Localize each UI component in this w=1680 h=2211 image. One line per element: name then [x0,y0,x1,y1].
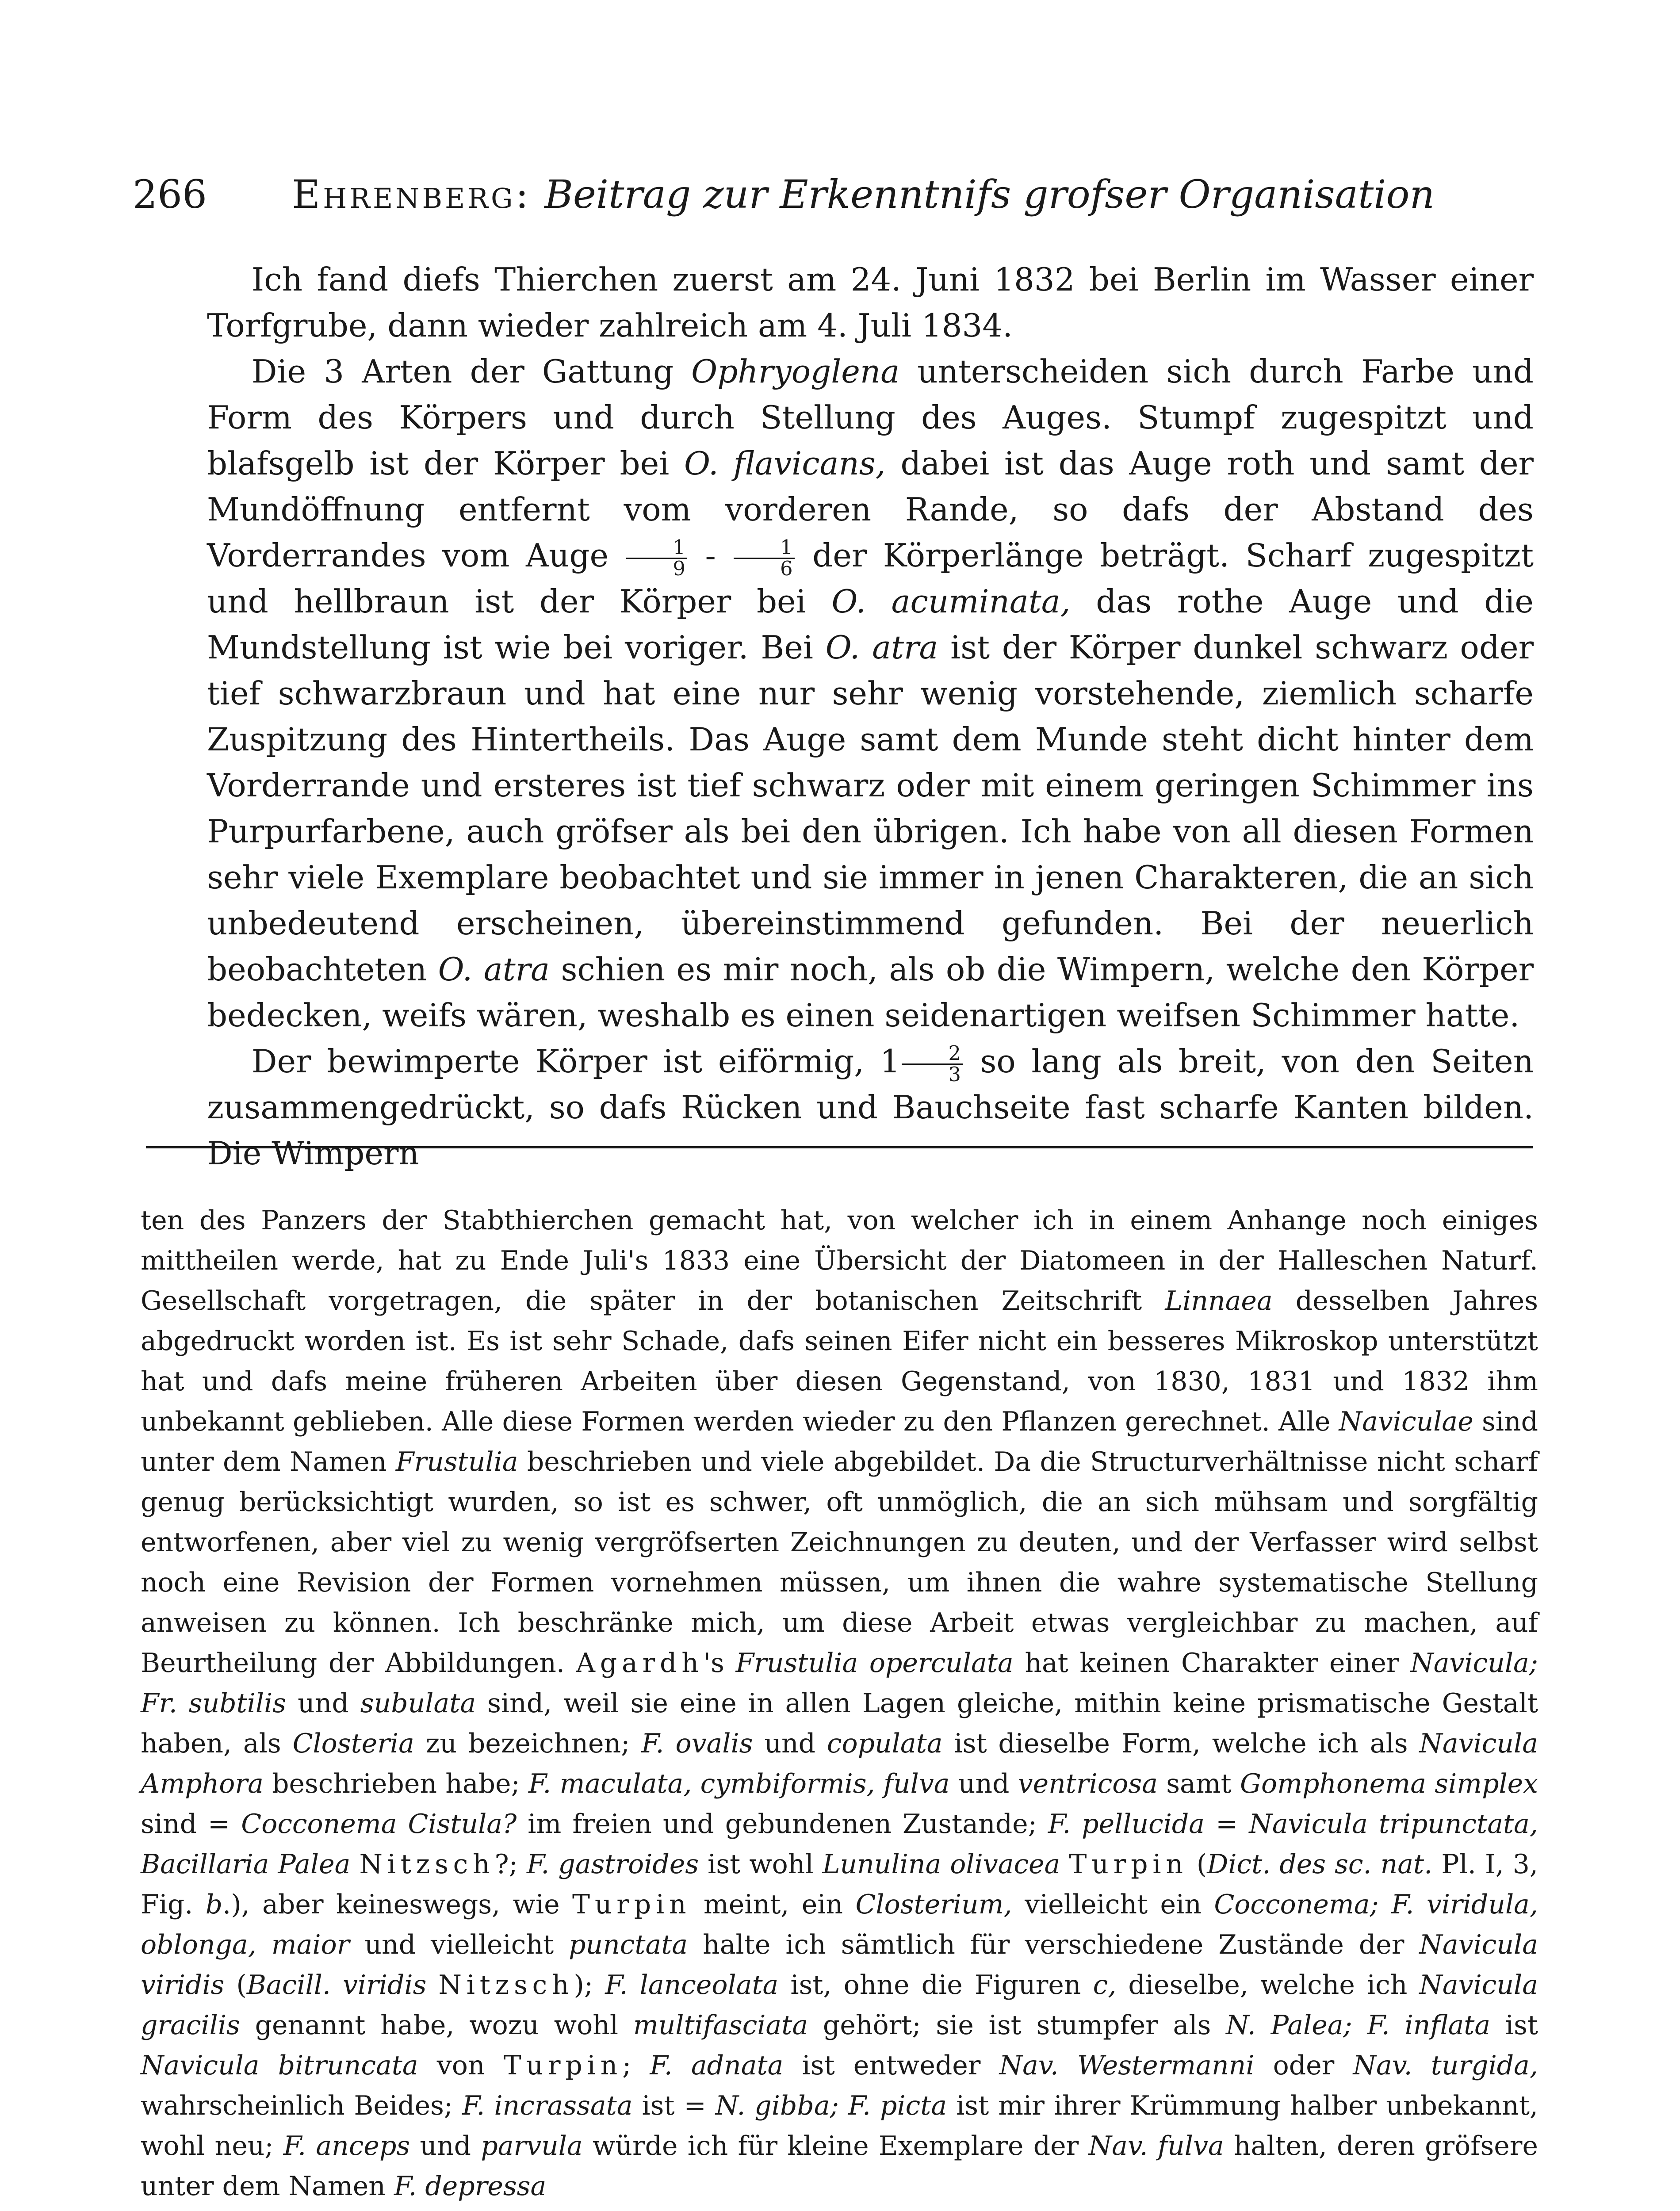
text-run: und [753,1728,827,1759]
text-run: unterscheiden sich durch Farbe und Form des Körpers und durch Stellung des Auges. Stumpf zugespitzt und blafsgelb ist der Körper bei [207,353,1534,482]
text-run: zu bezeichnen; [414,1728,642,1759]
taxon-name: multifasciata [633,2010,808,2041]
taxon-name: Naviculae [1339,1406,1473,1437]
species-name: O. atra [825,629,938,666]
footnote-paragraph [141,1201,1538,2207]
text-run: ; [622,2050,650,2081]
text-run: 's [703,1648,736,1679]
text-run [426,1970,438,2001]
fraction-numerator: 2 [902,1044,963,1065]
fraction-denominator: 9 [673,557,685,580]
text-run [350,1849,359,1880]
text-run: Pl. I, 3, Fig. [141,1849,1538,1920]
text-run: sind = [141,1809,241,1840]
text-run: ten des Panzers der Stabthierchen gemacht hat, von welcher ich in einem Anhange noch einiges mittheilen werde, hat zu Ende Juli's 1833 eine Übersicht der Diatomeen in der Halleschen Naturf. Gesellschaft vorgetragen, die später in der botanischen Zeitschrift [141,1205,1538,1316]
text-run: sind unter dem Namen [141,1406,1538,1477]
text-run: und [286,1688,360,1719]
taxon-name: Nav. Westermanni [999,2050,1255,2081]
text-run: ( [224,1970,247,2001]
text-run: hat keinen Charakter einer [1013,1648,1411,1679]
taxon-name: F. ovalis [641,1728,753,1759]
taxon-name: F. maculata, cymbiformis, fulva [528,1768,950,1799]
reference-title: Dict. des sc. nat. [1207,1849,1433,1880]
species-name: O. flavicans, [684,445,886,482]
taxon-name: Cocconema Cistula? [241,1809,517,1840]
fraction-denominator: 3 [948,1063,961,1086]
fraction-two-thirds [902,1044,963,1084]
text-run: ist, ohne die Figuren [778,1970,1093,2001]
text-run: von [418,2050,504,2081]
text-run: und [410,2131,481,2161]
taxon-name: N. Palea; F. inflata [1226,2010,1491,2041]
taxon-name: F. gastroides [526,1849,699,1880]
text-run: vielleicht ein [1012,1889,1214,1920]
text-run: ?; [494,1849,527,1880]
taxon-name: copulata [827,1728,943,1759]
text-run: ist = [632,2090,716,2121]
text-run: im freien und gebundenen Zustande; [517,1809,1048,1840]
text-run [1060,1849,1069,1880]
author-name: Turpin [572,1889,691,1920]
footnote [141,1201,1538,2207]
taxon-name: Lunulina olivacea [822,1849,1060,1880]
author-name: Nitzsch [359,1849,495,1880]
page-number: 266 [133,172,207,217]
running-head [133,164,1548,226]
text-run: oder [1254,2050,1353,2081]
taxon-name: Closteria [292,1728,414,1759]
taxon-name: ventricosa [1018,1768,1158,1799]
text-run: das rothe Auge und die Mundstellung ist wie bei voriger. Bei [207,583,1534,666]
text-run: ist dieselbe Form, welche ich als [942,1728,1420,1759]
running-head-title: Beitrag zur Erkenntnifs grofser Organisation [544,172,1435,217]
text-run: schien es mir noch, als ob die Wimpern, welche den Körper bedecken, weifs wären, weshalb es einen seidenartigen weifsen Schimmer hatte. [207,951,1534,1034]
genus-name: Ophryoglena [691,353,900,390]
text-run: .), aber keineswegs, wie [222,1889,573,1920]
taxon-name: Frustulia operculata [735,1648,1014,1679]
text-run: würde ich für kleine Exemplare der [582,2131,1089,2161]
text-run: beschrieben habe; [263,1768,528,1799]
taxon-name: F. lanceolata [605,1970,779,2001]
text-run: so lang als breit, von den Seiten zusammengedrückt, so dafs Rücken und Bauchseite fast scharfe Kanten bilden. Die Wimpern [207,1043,1534,1172]
text-run: dabei ist das Auge roth und samt der Mundöffnung entfernt vom vorderen Rande, so dafs der Abstand des Vorderrandes vom Auge [207,445,1534,574]
text-run: desselben Jahres abgedruckt worden ist. Es ist sehr Schade, dafs seinen Eifer nicht ein besseres Mikroskop unterstützt hat und dafs meine früheren Arbeiten über diesen Gegenstand, von 1830, 1831 und 1832 ihm unbekannt geblieben. Alle diese Formen werden wieder zu den Pflanzen gerechnet. Alle [141,1285,1538,1437]
taxon-name: Nav. turgida, [1353,2050,1538,2081]
text-run: sind, weil sie eine in allen Lagen gleiche, mithin keine prismatische Gestalt haben, als [141,1688,1538,1759]
text-run: samt [1158,1768,1240,1799]
taxon-name: F. adnata [650,2050,784,2081]
figure-letter: b [205,1889,223,1920]
fraction-numerator: 1 [734,538,795,559]
text-run: - [689,537,732,574]
footnote-divider [146,1146,1533,1148]
text-run: und [949,1768,1018,1799]
author-name: Turpin [503,2050,623,2081]
text-run: ist der Körper dunkel schwarz oder tief schwarzbraun und hat eine nur sehr wenig vorstehende, ziemlich scharfe Zuspitzung des Hintertheils. Das Auge samt dem Munde steht dicht hinter dem Vorderrande und ersteres ist tief schwarz oder mit einem geringen Schimmer ins Purpurfarbene, auch gröfser als bei den übrigen. Ich habe von all diesen Formen sehr viele Exemplare beobachtet und sie immer in jenen Charakteren, die an sich unbedeutend erscheinen, übereinstimmend gefunden. Bei der neuerlich beobachteten [207,629,1534,988]
taxon-name: F. pellucida = Navicula tripunctata, Bacillaria Palea [141,1809,1538,1880]
fraction-numerator: 1 [626,538,687,559]
text-run: beschrieben und viele abgebildet. Da die Structurverhältnisse nicht scharf genug berücksichtigt wurden, so ist es schwer, oft unmöglich, die an sich mühsam und sorgfältig entworfenen, aber viel zu wenig vergröfserten Zeichnungen zu deuten, und der Verfasser wird selbst noch eine Revision der Formen vornehmen müssen, um ihnen die wahre systematische Stellung anweisen zu können. Ich beschränke mich, um diese Arbeit etwas vergleichbar zu machen, auf Beurtheilung der Abbildungen. [141,1446,1538,1679]
taxon-name: Navicula bitruncata [141,2050,418,2081]
text-run: ist mir ihrer Krümmung halber unbekannt, wohl neu; [141,2090,1538,2161]
taxon-name: Navicula; Fr. subtilis [141,1648,1538,1719]
text-run: wahrscheinlich Beides; [141,2090,463,2121]
fraction-one-sixth [734,538,795,578]
taxon-name: Bacill. viridis [246,1970,427,2001]
text-run: ist entweder [783,2050,999,2081]
text-run: Die 3 Arten der Gattung [251,353,692,390]
taxon-name: subulata [360,1688,476,1719]
author-name: Agardh [576,1648,704,1679]
taxon-name: Frustulia [395,1446,518,1477]
species-name: O. acuminata, [831,583,1071,620]
taxon-name: Navicula Amphora [141,1728,1538,1799]
text-run: und vielleicht [349,1929,569,1960]
paragraph-2 [207,348,1534,1038]
main-text [207,256,1534,1176]
fraction-denominator: 6 [780,557,793,580]
text-run: ); [574,1970,605,2001]
species-name: O. atra [438,951,550,988]
text-run: ist wohl [699,1849,823,1880]
fraction-one-ninth [626,538,687,578]
taxon-name: Navicula viridis [141,1929,1538,2001]
text-run: Der bewimperte Körper ist eiförmig, 1 [251,1043,900,1080]
taxon-name: Closterium, [855,1889,1012,1920]
figure-letter: c, [1093,1970,1117,2001]
journal-name: Linnaea [1165,1285,1273,1316]
taxon-name: parvula [481,2131,583,2161]
text-run: gehört; sie ist stumpfer als [808,2010,1226,2041]
taxon-name: F. anceps [283,2131,410,2161]
text-run: meint, ein [691,1889,856,1920]
text-run: ist [1490,2010,1538,2041]
taxon-name: N. gibba; F. picta [715,2090,947,2121]
taxon-name: punctata [569,1929,688,1960]
author-name: Nitzsch [438,1970,574,2001]
paragraph-1: Ich fand diefs Thierchen zuerst am 24. Juni 1832 bei Berlin im Wasser einer Torfgrube, dann wieder zahlreich am 4. Juli 1834. [207,261,1534,344]
taxon-name: Cocconema; F. viridula, oblonga, maior [141,1889,1538,1960]
text-run: genannt habe, wozu wohl [240,2010,633,2041]
taxon-name: Nav. fulva [1088,2131,1224,2161]
text-run: ( [1187,1849,1207,1880]
paragraph-3 [207,1038,1534,1176]
text-run: halte ich sämtlich für verschiedene Zustände der [688,1929,1420,1960]
taxon-name: Navicula gracilis [141,1970,1538,2041]
taxon-name: F. depressa [394,2171,547,2202]
text-run: halten, deren gröfsere unter dem Namen [141,2131,1538,2202]
author-name: Turpin [1069,1849,1188,1880]
taxon-name: F. incrassata [462,2090,633,2121]
running-head-author: Ehrenberg: [292,172,532,217]
taxon-name: Gomphonema simplex [1240,1768,1538,1799]
text-run: dieselbe, welche ich [1116,1970,1420,2001]
text-run: der Körperlänge beträgt. Scharf zugespitzt und hellbraun ist der Körper bei [207,537,1534,620]
